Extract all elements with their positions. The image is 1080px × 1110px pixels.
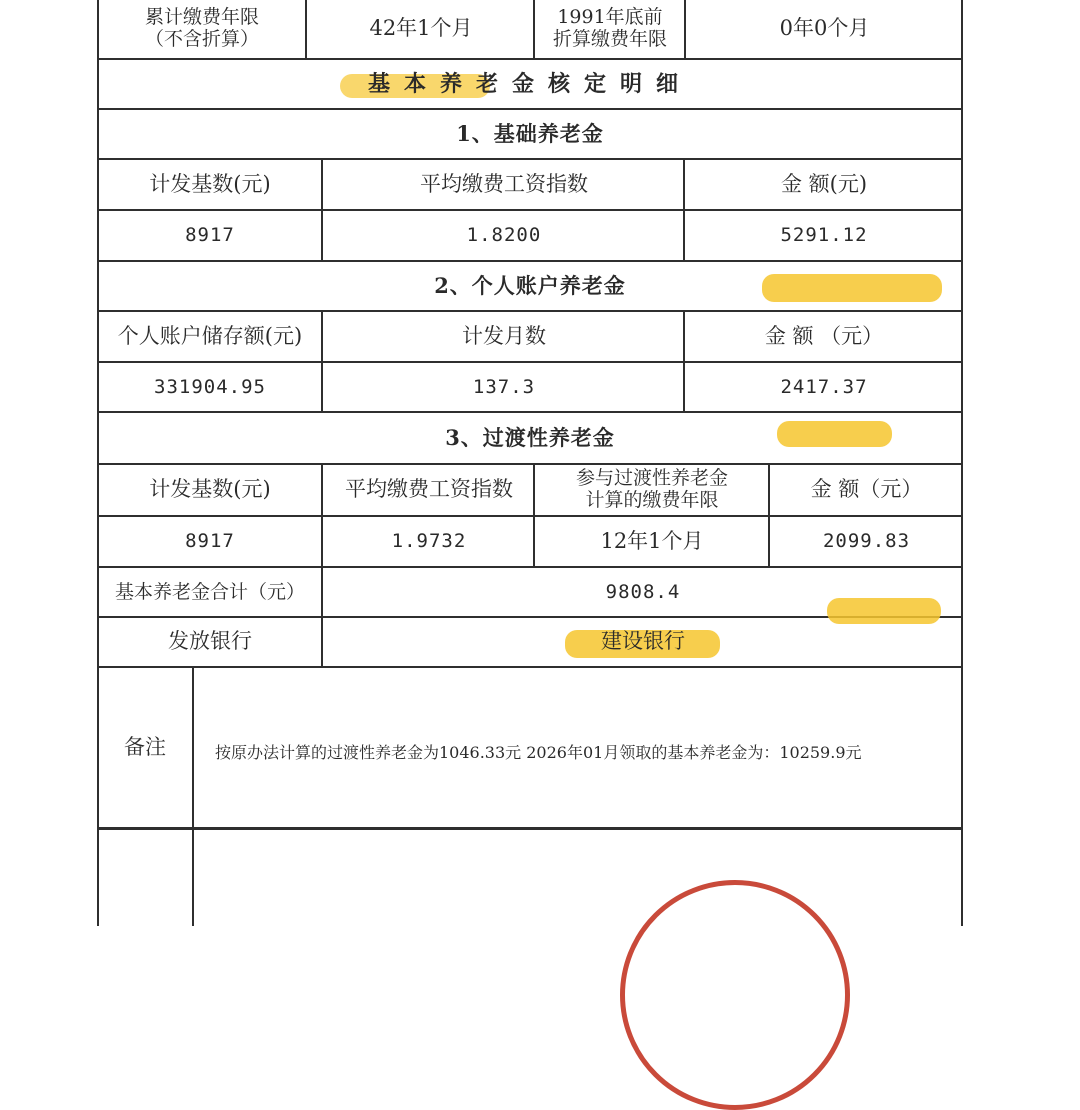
page-title: 基本养老金核定明细 — [367, 70, 692, 97]
section2-value-row — [97, 363, 963, 413]
official-seal — [620, 880, 850, 1110]
title-row — [97, 60, 963, 110]
total-row — [97, 568, 963, 618]
section2-amount-value: 2417.37 — [780, 375, 868, 398]
highlight-mark — [762, 274, 942, 302]
section1-value-row — [97, 211, 963, 262]
section1-col2-header: 平均缴费工资指数 — [420, 171, 588, 196]
section3-col1-header: 计发基数(元) — [149, 477, 271, 502]
section3-heading: 3、过渡性养老金 — [445, 425, 615, 451]
pension-form — [97, 0, 963, 926]
section2-col2-header: 计发月数 — [462, 323, 546, 348]
contribution-years-row — [97, 0, 963, 60]
section2-heading-row — [97, 262, 963, 312]
pre-1991-years-label: 1991年底前 折算缴费年限 — [552, 6, 667, 50]
cumulative-years-value: 42年1个月 — [369, 16, 473, 41]
section3-col4-header: 金 额（元） — [810, 477, 923, 502]
highlight-mark — [777, 421, 892, 447]
section1-col1-header: 计发基数(元) — [149, 171, 271, 196]
section1-index-value: 1.8200 — [466, 224, 542, 247]
total-value: 9808.4 — [605, 580, 681, 603]
section3-col3-header: 参与过渡性养老金 计算的缴费年限 — [575, 467, 728, 511]
remarks-text: 按原办法计算的过渡性养老金为1046.33元 2026年01月领取的基本养老金为：10259.9元 — [215, 742, 862, 762]
section3-amount-value: 2099.83 — [822, 530, 911, 553]
section3-col2-header: 平均缴费工资指数 — [345, 477, 513, 502]
total-label: 基本养老金合计（元） — [114, 580, 305, 603]
cumulative-years-label: 累计缴费年限 （不含折算） — [144, 6, 259, 50]
section1-amount-value: 5291.12 — [780, 224, 868, 247]
signature-row — [97, 830, 963, 926]
section1-header-row — [97, 160, 963, 211]
bank-label: 发放银行 — [168, 629, 252, 654]
section2-col3-header: 金 额 （元） — [764, 323, 884, 348]
section1-heading: 1、基础养老金 — [456, 121, 604, 147]
section3-years-value: 12年1个月 — [600, 528, 704, 553]
section2-balance-value: 331904.95 — [154, 375, 266, 398]
section2-months-value: 137.3 — [472, 375, 536, 398]
pre-1991-years-value: 0年0个月 — [779, 16, 870, 41]
section3-index-value: 1.9732 — [391, 530, 467, 553]
section3-base-value: 8917 — [185, 530, 235, 553]
section2-heading: 2、个人账户养老金 — [434, 273, 626, 299]
section1-heading-row — [97, 110, 963, 160]
bank-value: 建设银行 — [601, 629, 685, 654]
section3-header-row — [97, 465, 963, 517]
section1-base-value: 8917 — [185, 224, 235, 247]
remarks-label: 备注 — [124, 735, 166, 759]
section3-heading-row — [97, 413, 963, 465]
remarks-row — [97, 668, 963, 830]
bank-row — [97, 618, 963, 668]
section1-col3-header: 金 额(元) — [780, 171, 868, 196]
section3-value-row — [97, 517, 963, 568]
section2-col1-header: 个人账户储存额(元) — [117, 323, 303, 348]
section2-header-row — [97, 312, 963, 363]
